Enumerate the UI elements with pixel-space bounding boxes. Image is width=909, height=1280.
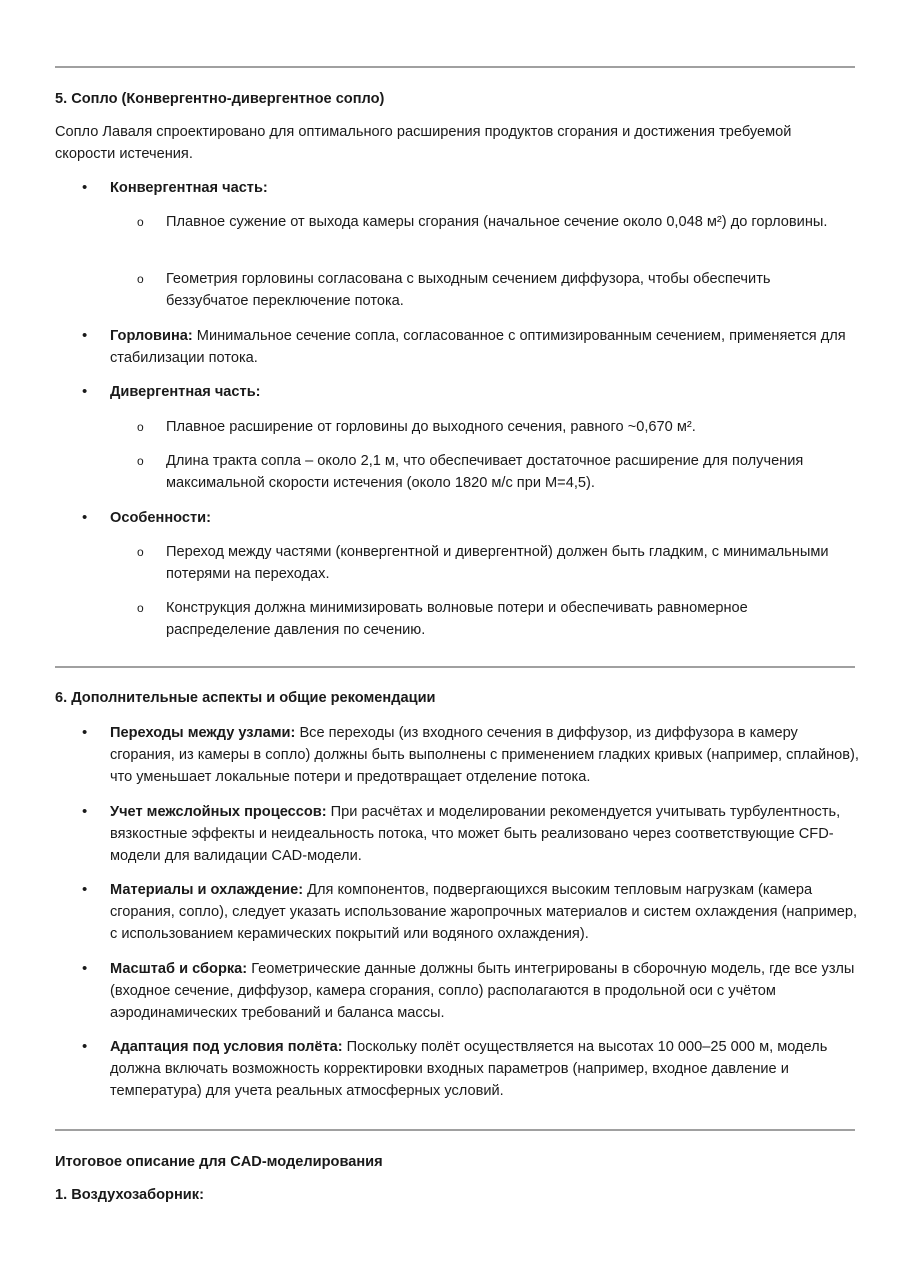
list-item-features bbox=[110, 507, 860, 529]
sub-bullet-icon: o bbox=[137, 454, 144, 468]
divider-top bbox=[55, 66, 855, 68]
list-item-text: Для компонентов, подвергающихся высоким тепловым нагрузкам (камера сгорания, сопло), следует указать использование жаропрочных материалов и систем охлаждения (например, с использованием керамических покрытий или водяного охлаждения). bbox=[110, 882, 858, 942]
divider-bottom bbox=[55, 1129, 855, 1131]
list-item-label: Переходы между узлами: bbox=[110, 725, 296, 741]
list-item-convergent bbox=[110, 177, 860, 199]
list-item-text: Минимальное сечение сопла, согласованное с оптимизированным сечением, применяется для стабилизации потока. bbox=[110, 328, 846, 366]
sub-item: Плавное сужение от выхода камеры сгорания (начальное сечение около 0,048 м²) до горловины. bbox=[166, 214, 828, 230]
section-6-title: 6. Дополнительные аспекты и общие рекомендации bbox=[55, 690, 436, 706]
sub-item: Геометрия горловины согласована с выходным сечением диффузора, чтобы обеспечить беззубчатое переключение потока. bbox=[166, 271, 771, 309]
bullet-icon: • bbox=[82, 1038, 88, 1055]
sub-bullet-icon: o bbox=[137, 420, 144, 434]
sub-bullet-icon: o bbox=[137, 215, 144, 229]
list-item-label: Дивергентная часть: bbox=[110, 384, 261, 400]
sub-bullet-icon: o bbox=[137, 601, 144, 615]
sub-item: Длина тракта сопла – около 2,1 м, что обеспечивает достаточное расширение для получения максимальной скорости истечения (около 1820 м/с при M=4,5). bbox=[166, 453, 804, 491]
list-item-transitions bbox=[110, 722, 860, 788]
section-5-intro: Сопло Лаваля спроектировано для оптимального расширения продуктов сгорания и достижения требуемой скорости истечения. bbox=[55, 124, 792, 162]
bullet-icon: • bbox=[82, 724, 88, 741]
list-item-label: Учет межслойных процессов: bbox=[110, 804, 327, 820]
section-5-title: 5. Сопло (Конвергентно-дивергентное сопло) bbox=[55, 91, 385, 107]
bullet-icon: • bbox=[82, 803, 88, 820]
sub-item: Переход между частями (конвергентной и дивергентной) должен быть гладким, с минимальными потерями на переходах. bbox=[166, 544, 829, 582]
sub-bullet-icon: o bbox=[137, 272, 144, 286]
list-item-divergent bbox=[110, 381, 860, 403]
list-item-label: Особенности: bbox=[110, 510, 211, 526]
list-item-label: Масштаб и сборка: bbox=[110, 961, 248, 977]
sub-bullet-icon: o bbox=[137, 545, 144, 559]
sub-item: Конструкция должна минимизировать волновые потери и обеспечивать равномерное распределение давления по сечению. bbox=[166, 600, 748, 638]
sub-item: Плавное расширение от горловины до выходного сечения, равного ~0,670 м². bbox=[166, 419, 696, 435]
list-item-throat bbox=[110, 325, 860, 369]
list-item-flight-conditions bbox=[110, 1036, 860, 1102]
list-item-label: Материалы и охлаждение: bbox=[110, 882, 304, 898]
bullet-icon: • bbox=[82, 179, 88, 196]
bullet-icon: • bbox=[82, 327, 88, 344]
list-item-label: Конвергентная часть: bbox=[110, 180, 268, 196]
list-item-text: При расчётах и моделировании рекомендуется учитывать турбулентность, вязкостные эффекты и неидеальность потока, что может быть реализовано через соответствующие CFD-модели для валидации CAD-модели. bbox=[110, 804, 841, 864]
final-title: Итоговое описание для CAD-моделирования bbox=[55, 1154, 383, 1170]
bullet-icon: • bbox=[82, 383, 88, 400]
final-subtitle: 1. Воздухозаборник: bbox=[55, 1187, 204, 1203]
list-item-text: Поскольку полёт осуществляется на высотах 10 000–25 000 м, модель должна включать возможность корректировки входных параметров (например, входное давление и температура) для учета реальных атмосферных условий. bbox=[110, 1039, 828, 1099]
bullet-icon: • bbox=[82, 509, 88, 526]
bullet-icon: • bbox=[82, 881, 88, 898]
list-item-label: Адаптация под условия полёта: bbox=[110, 1039, 343, 1055]
bullet-icon: • bbox=[82, 960, 88, 977]
list-item-text: Все переходы (из входного сечения в диффузор, из диффузора в камеру сгорания, из камеры в сопло) должны быть выполнены с применением гладких кривых (например, сплайнов), что уменьшает локальные потери и предотвращает отделение потока. bbox=[110, 725, 859, 785]
list-item-materials bbox=[110, 879, 860, 945]
list-item-text: Геометрические данные должны быть интегрированы в сборочную модель, где все узлы (входное сечение, диффузор, камера сгорания, сопло) располагаются в продольной оси с учётом аэродинамических требований и баланса массы. bbox=[110, 961, 855, 1021]
divider-middle bbox=[55, 666, 855, 668]
list-item-scale bbox=[110, 958, 860, 1024]
list-item-label: Горловина: bbox=[110, 328, 193, 344]
list-item-interlayer bbox=[110, 801, 860, 867]
